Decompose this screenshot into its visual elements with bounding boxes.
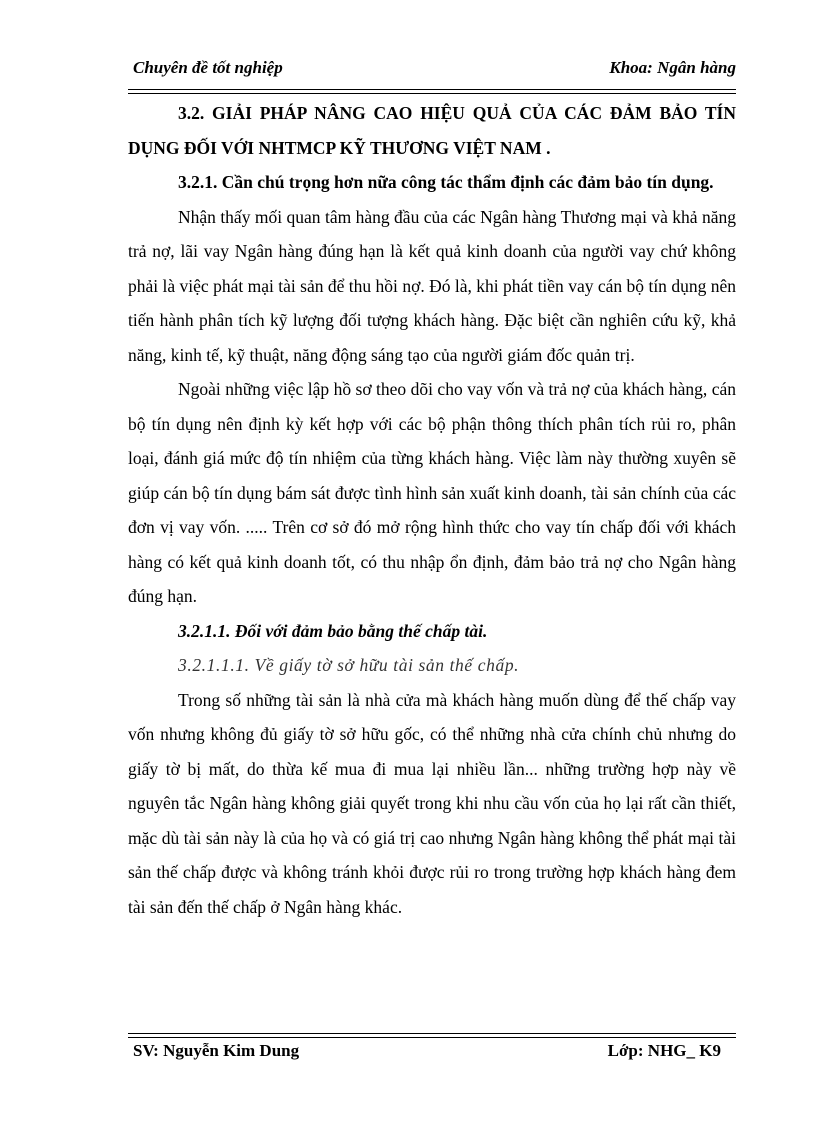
footer-divider [128, 1033, 736, 1038]
subsubsection-heading: 3.2.1.1. Đối với đảm bảo bằng thế chấp tài. [178, 620, 488, 641]
footer-class: Lớp: NHG_ K9 [607, 1041, 721, 1060]
paragraph-2: Ngoài những việc lập hồ sơ theo dõi cho vay vốn và trả nợ của khách hàng, cán bộ tín dụng nên định kỳ kết hợp với các bộ phận thông thích phân tích rủi ro, phân loại, đánh giá mức độ tín nhiệm của từng khách hàng. Việc làm này thường xuyên sẽ giúp cán bộ tín dụng bám sát được tình hình sản xuất kinh doanh, tài sản chính của các đơn vị vay vốn. ..... Trên cơ sở đó mở rộng hình thức cho vay tín chấp đối với khách hàng có kết quả kinh doanh tốt, có thu nhập ổn định, đảm bảo trả nợ cho Ngân hàng đúng hạn. [128, 379, 736, 606]
page-body [128, 96, 736, 924]
header-topic: Chuyên đề tốt nghiệp [133, 58, 283, 77]
footer-student: SV: Nguyễn Kim Dung [133, 1041, 300, 1060]
paragraph-3: Trong số những tài sản là nhà cửa mà khách hàng muốn dùng để thế chấp vay vốn nhưng không đủ giấy tờ sở hữu gốc, có thể những nhà cửa chính chủ nhưng do giấy tờ bị mất, do thừa kế mua đi mua lại nhiều lần... những trường hợp này về nguyên tắc Ngân hàng không giải quyết trong khi nhu cầu vốn của họ lại rất cần thiết, mặc dù tài sản này là của họ và có giá trị cao nhưng Ngân hàng không thể phát mại tài sản thế chấp được và không tránh khỏi được rủi ro trong trường hợp khách hàng đem tài sản đến thế chấp ở Ngân hàng khác. [128, 689, 736, 917]
page-footer [133, 1041, 721, 1065]
subsection-heading: 3.2.1. Cần chú trọng hơn nữa công tác thẩm định các đảm bảo tín dụng. [178, 172, 714, 192]
header-divider [128, 89, 736, 94]
item-heading: 3.2.1.1.1. Về giấy tờ sở hữu tài sản thế chấp. [178, 655, 520, 675]
page-header [133, 58, 736, 82]
section-heading: 3.2. GIẢI PHÁP NÂNG CAO HIỆU QUẢ CỦA CÁC ĐẢM BẢO TÍN DỤNG ĐỐI VỚI NHTMCP KỸ THƯƠNG VIỆT NAM . [128, 103, 736, 158]
paragraph-1: Nhận thấy mối quan tâm hàng đầu của các Ngân hàng Thương mại và khả năng trả nợ, lãi vay Ngân hàng đúng hạn là kết quả kinh doanh của người vay chứ không phải là việc phát mại tài sản để thu hồi nợ. Đó là, khi phát tiền vay cán bộ tín dụng nên tiến hành phân tích kỹ lượng đối tượng khách hàng. Đặc biệt cần nghiên cứu kỹ, khả năng, kinh tế, kỹ thuật, năng động sáng tạo của người giám đốc quản trị. [128, 206, 736, 365]
header-faculty: Khoa: Ngân hàng [609, 58, 736, 77]
